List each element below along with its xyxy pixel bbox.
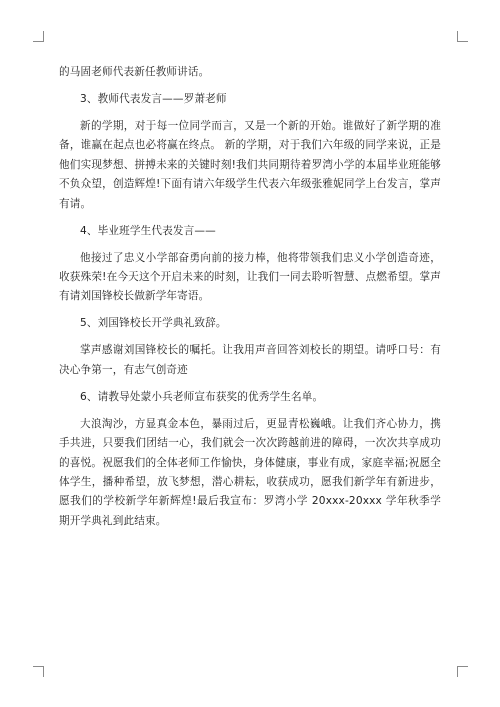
crop-mark-top-right bbox=[457, 31, 468, 42]
paragraph-body-6: 大浪淘沙，方显真金本色，暴雨过后，更显青松巍峨。让我们齐心协力，携手共进，只要我们团结一心，我们就会一次次跨越前进的障碍，一次次共享成功的喜悦。祝愿我们的全体老师工作愉快，身体健康，事业有成，家庭幸福;祝愿全体学生，播种希望，放飞梦想，潜心耕耘，收获成功，愿我们新学年有新进步，愿我们的学校新学年新辉煌!最后我宣布：罗湾小学 20xxx-20xxx 学年秋季学期开学典礼到此结束。 bbox=[59, 417, 441, 527]
crop-mark-top-left bbox=[33, 31, 44, 42]
section-heading-5: 5、刘国锋校长开学典礼致辞。 bbox=[80, 317, 227, 330]
paragraph-body-4: 他接过了忠义小学部奋勇向前的接力棒，他将带领我们忠义小学创造奇迹，收获殊荣!在今天这个开启未来的时刻，让我们一同去聆听智慧、点燃希望。掌声有请刘国锋校长做新学年寄语。 bbox=[59, 251, 441, 303]
document-body bbox=[59, 63, 441, 539]
section-heading-3: 3、教师代表发言——罗萧老师 bbox=[80, 93, 227, 105]
section-heading-6: 6、请教导处蒙小兵老师宣布获奖的优秀学生名单。 bbox=[80, 390, 324, 403]
paragraph-continuation: 的马固老师代表新任教师讲话。 bbox=[59, 66, 210, 78]
paragraph-body-3: 新的学期，对于每一位同学而言，又是一个新的开始。谁做好了新学期的准备，谁赢在起点也必将赢在终点。 新的学期，对于我们六年级的同学来说，正是他们实现梦想、拼搏未来的关键时刻!我们共同期待着罗湾小学的本届毕业班能够不负众望，创造辉煌!下面有请六年级学生代表六年级张雅妮同学上台发言，掌声有请。 bbox=[59, 120, 441, 210]
paragraph-body-5: 掌声感谢刘国锋校长的嘱托。让我用声音回答刘校长的期望。请呼口号：有决心争第一，有志气创奇迹 bbox=[59, 344, 441, 376]
crop-mark-bottom-right bbox=[457, 666, 468, 677]
section-heading-4: 4、毕业班学生代表发言—— bbox=[80, 224, 216, 237]
crop-mark-bottom-left bbox=[33, 666, 44, 677]
